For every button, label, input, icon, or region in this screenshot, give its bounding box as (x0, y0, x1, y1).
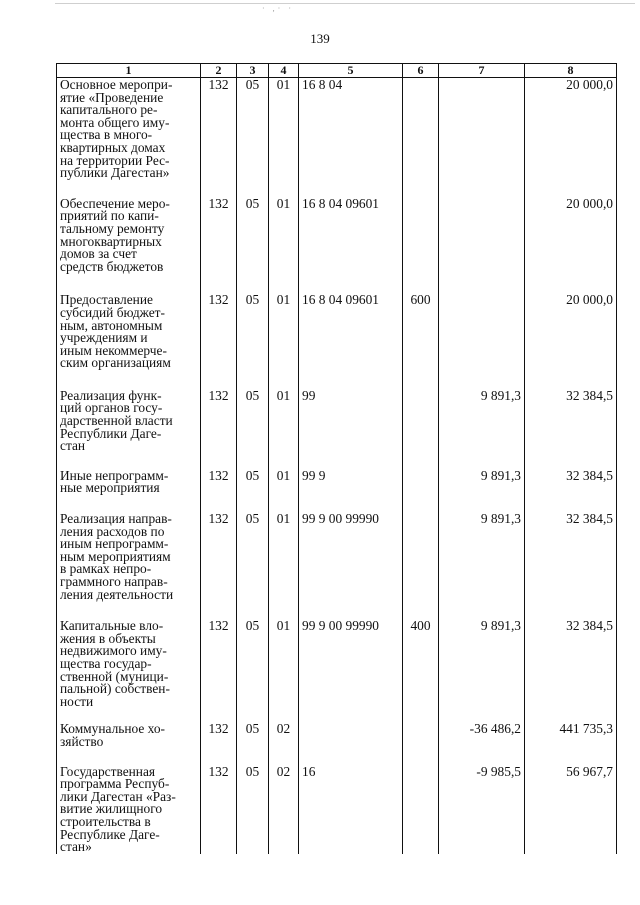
row-c2-cell: 132 (201, 389, 237, 469)
header-row (57, 64, 617, 78)
row-c7-cell: 9 891,3 (439, 469, 525, 512)
row-c3-cell: 05 (237, 619, 269, 722)
row-c8-cell: 20 000,0 (525, 197, 617, 294)
table-row (57, 293, 617, 389)
row-c4-cell: 01 (269, 389, 299, 469)
row-c5-cell: 99 9 00 99990 (299, 512, 403, 619)
row-name-cell: Реализация функ- ций органов госу- дарственной власти Республики Даге- стан (57, 389, 201, 469)
row-name-cell: Предоставление субсидий бюджет- ным, автономным учреждениям и иным некоммерче- ским организациям (57, 293, 201, 389)
row-c5-cell: 99 9 (299, 469, 403, 512)
table-row (57, 197, 617, 294)
row-name-cell: Иные непрограмм- ные мероприятия (57, 469, 201, 512)
row-c4-cell: 01 (269, 469, 299, 512)
row-c2-cell: 132 (201, 469, 237, 512)
row-name-cell: Обеспечение меро- приятий по капи- тальному ремонту многоквартирных домов за счет средств бюджетов (57, 197, 201, 294)
row-c3-cell: 05 (237, 765, 269, 854)
row-c4-cell: 01 (269, 197, 299, 294)
table-row (57, 78, 617, 197)
table-row (57, 619, 617, 722)
row-c7-cell (439, 293, 525, 389)
row-c4-cell: 01 (269, 78, 299, 197)
page-number: 139 (310, 31, 330, 46)
row-c6-cell (403, 78, 439, 197)
row-c5-cell: 16 (299, 765, 403, 854)
column-header-8: 8 (525, 64, 617, 78)
row-name-cell: Реализация направ- ления расходов по иным непрограмм- ным мероприятиям в рамках непро- граммного направ- ления деятельности (57, 512, 201, 619)
row-c7-cell: 9 891,3 (439, 389, 525, 469)
row-c8-cell: 56 967,7 (525, 765, 617, 854)
table-row (57, 389, 617, 469)
row-c8-cell: 441 735,3 (525, 722, 617, 764)
row-c8-cell: 32 384,5 (525, 469, 617, 512)
row-c6-cell: 600 (403, 293, 439, 389)
row-c8-cell: 32 384,5 (525, 389, 617, 469)
row-name-cell: Коммунальное хо- зяйство (57, 722, 201, 764)
row-c4-cell: 01 (269, 293, 299, 389)
row-c7-cell (439, 78, 525, 197)
row-c8-cell: 20 000,0 (525, 293, 617, 389)
top-rule (55, 3, 635, 4)
row-c5-cell: 16 8 04 09601 (299, 197, 403, 294)
row-c3-cell: 05 (237, 78, 269, 197)
row-c2-cell: 132 (201, 765, 237, 854)
row-c6-cell (403, 765, 439, 854)
table-row (57, 469, 617, 512)
column-header-4: 4 (269, 64, 299, 78)
row-c8-cell: 32 384,5 (525, 512, 617, 619)
row-c4-cell: 01 (269, 619, 299, 722)
column-header-1: 1 (57, 64, 201, 78)
column-header-2: 2 (201, 64, 237, 78)
row-c6-cell (403, 197, 439, 294)
row-c3-cell: 05 (237, 512, 269, 619)
column-header-3: 3 (237, 64, 269, 78)
row-c4-cell: 01 (269, 512, 299, 619)
column-header-5: 5 (299, 64, 403, 78)
row-c3-cell: 05 (237, 389, 269, 469)
row-c7-cell (439, 197, 525, 294)
row-c2-cell: 132 (201, 78, 237, 197)
row-c6-cell (403, 389, 439, 469)
row-c6-cell (403, 469, 439, 512)
row-c3-cell: 05 (237, 469, 269, 512)
row-name-cell: Капитальные вло- жения в объекты недвижимого иму- щества государ- ственной (муници- пальной) собствен- ности (57, 619, 201, 722)
table-row (57, 512, 617, 619)
column-header-6: 6 (403, 64, 439, 78)
row-c7-cell: 9 891,3 (439, 512, 525, 619)
row-c6-cell: 400 (403, 619, 439, 722)
row-c5-cell: 16 8 04 (299, 78, 403, 197)
table-row (57, 765, 617, 854)
row-c2-cell: 132 (201, 197, 237, 294)
row-c7-cell: -9 985,5 (439, 765, 525, 854)
row-c8-cell: 32 384,5 (525, 619, 617, 722)
row-c2-cell: 132 (201, 619, 237, 722)
row-c6-cell (403, 722, 439, 764)
budget-table (56, 63, 617, 854)
row-c4-cell: 02 (269, 722, 299, 764)
column-header-7: 7 (439, 64, 525, 78)
row-c3-cell: 05 (237, 293, 269, 389)
scan-marks: · ,· · (262, 4, 294, 13)
table-row (57, 722, 617, 764)
row-c3-cell: 05 (237, 197, 269, 294)
row-c8-cell: 20 000,0 (525, 78, 617, 197)
row-name-cell: Основное меропри- ятие «Проведение капитального ре- монта общего иму- щества в много- квартирных домах на территории Рес- публики Дагестан» (57, 78, 201, 197)
row-name-cell: Государственная программа Респуб- лики Дагестан «Раз- витие жилищного строительства в Республике Даге- стан» (57, 765, 201, 854)
row-c2-cell: 132 (201, 722, 237, 764)
row-c5-cell: 16 8 04 09601 (299, 293, 403, 389)
row-c6-cell (403, 512, 439, 619)
row-c7-cell: 9 891,3 (439, 619, 525, 722)
row-c5-cell: 99 9 00 99990 (299, 619, 403, 722)
row-c7-cell: -36 486,2 (439, 722, 525, 764)
row-c5-cell (299, 722, 403, 764)
row-c2-cell: 132 (201, 512, 237, 619)
row-c3-cell: 05 (237, 722, 269, 764)
row-c2-cell: 132 (201, 293, 237, 389)
row-c5-cell: 99 (299, 389, 403, 469)
row-c4-cell: 02 (269, 765, 299, 854)
